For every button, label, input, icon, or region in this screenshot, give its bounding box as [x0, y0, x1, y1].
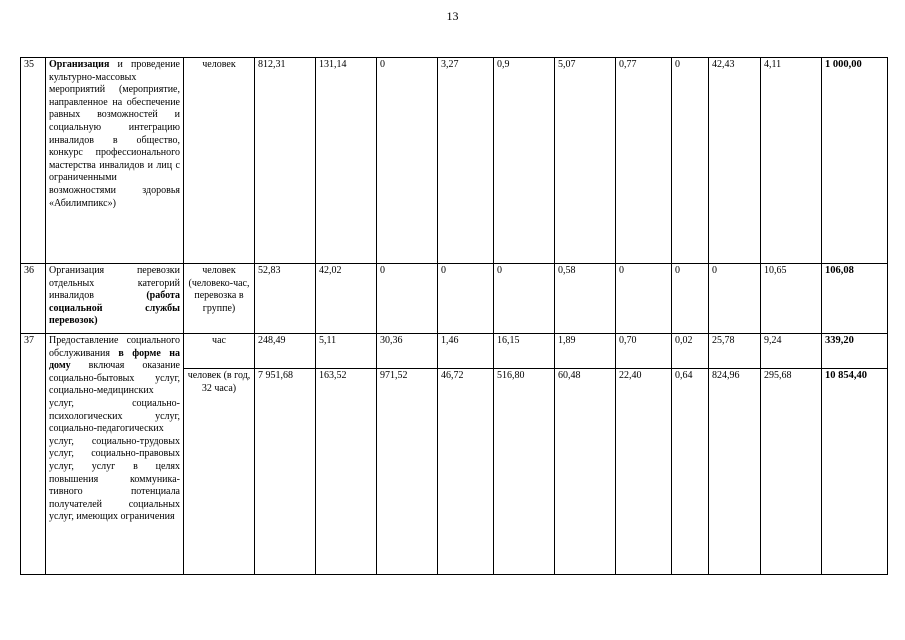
value-cell: 10,65 [761, 264, 822, 334]
description-bold: Организация [49, 59, 110, 70]
description-bold: (работа социальной службы перевозок) [49, 290, 180, 327]
value-cell: 824,96 [709, 369, 761, 575]
value-cell: 0,77 [616, 58, 672, 264]
value-cell: 131,14 [316, 58, 377, 264]
total-cell: 106,08 [822, 264, 888, 334]
service-description [46, 264, 184, 334]
table-row [21, 58, 888, 264]
row-number: 36 [21, 264, 46, 334]
description-text: Организация перевозки отдельных категорий инвалидов [49, 265, 180, 302]
unit-cell: человек (человеко-час, перевозка в группе) [184, 264, 255, 334]
value-cell: 248,49 [255, 334, 316, 369]
value-cell: 0,58 [555, 264, 616, 334]
value-cell: 0,70 [616, 334, 672, 369]
value-cell: 0 [377, 58, 438, 264]
total-cell: 10 854,40 [822, 369, 888, 575]
description-bold: в форме на дому [49, 347, 180, 372]
value-cell: 971,52 [377, 369, 438, 575]
value-cell: 42,43 [709, 58, 761, 264]
tariff-table [20, 57, 888, 575]
value-cell: 0 [616, 264, 672, 334]
total-cell: 339,20 [822, 334, 888, 369]
value-cell: 9,24 [761, 334, 822, 369]
page-number: 13 [446, 9, 459, 23]
value-cell: 46,72 [438, 369, 494, 575]
value-cell: 1,46 [438, 334, 494, 369]
value-cell: 4,11 [761, 58, 822, 264]
row-number: 35 [21, 58, 46, 264]
value-cell: 0,64 [672, 369, 709, 575]
total-cell: 1 000,00 [822, 58, 888, 264]
table-row [21, 264, 888, 334]
service-description [46, 58, 184, 264]
value-cell: 25,78 [709, 334, 761, 369]
value-cell: 5,07 [555, 58, 616, 264]
value-cell: 0 [377, 264, 438, 334]
value-cell: 0,9 [494, 58, 555, 264]
value-cell: 0 [672, 58, 709, 264]
description-text: и проведение культурно-массовых мероприятий (мероприятие, направленное на обеспечение равных возможностей и социальную интеграцию инвалидов в общество, конкурс профессионального мастерства инвалидов и лиц с ограниченными возможностями здоровья «Абилимпикс») [49, 59, 180, 209]
value-cell: 60,48 [555, 369, 616, 575]
value-cell: 7 951,68 [255, 369, 316, 575]
table-row [21, 334, 888, 369]
value-cell: 0,02 [672, 334, 709, 369]
value-cell: 1,89 [555, 334, 616, 369]
value-cell: 812,31 [255, 58, 316, 264]
value-cell: 5,11 [316, 334, 377, 369]
service-description [46, 334, 184, 575]
row-number: 37 [21, 334, 46, 575]
value-cell: 16,15 [494, 334, 555, 369]
value-cell: 42,02 [316, 264, 377, 334]
value-cell: 30,36 [377, 334, 438, 369]
value-cell: 0 [438, 264, 494, 334]
description-text: включая оказание социально-бытовых услуг, социально-медицинских услуг, социально-психологических услуг, социально-педагогических услуг, социально-трудовых услуг, социально-правовых услуг, услуг в целях повышения коммуника-тивного потенциала получателей социальных услуг, имеющих ограничения [49, 360, 180, 523]
value-cell: 163,52 [316, 369, 377, 575]
value-cell: 0 [494, 264, 555, 334]
description-text: Предоставление социального обслуживания [49, 335, 180, 359]
value-cell: 3,27 [438, 58, 494, 264]
value-cell: 295,68 [761, 369, 822, 575]
value-cell: 22,40 [616, 369, 672, 575]
unit-cell: час [184, 334, 255, 369]
value-cell: 516,80 [494, 369, 555, 575]
unit-cell: человек (в год, 32 часа) [184, 369, 255, 575]
unit-cell: человек [184, 58, 255, 264]
value-cell: 0 [709, 264, 761, 334]
value-cell: 0 [672, 264, 709, 334]
value-cell: 52,83 [255, 264, 316, 334]
